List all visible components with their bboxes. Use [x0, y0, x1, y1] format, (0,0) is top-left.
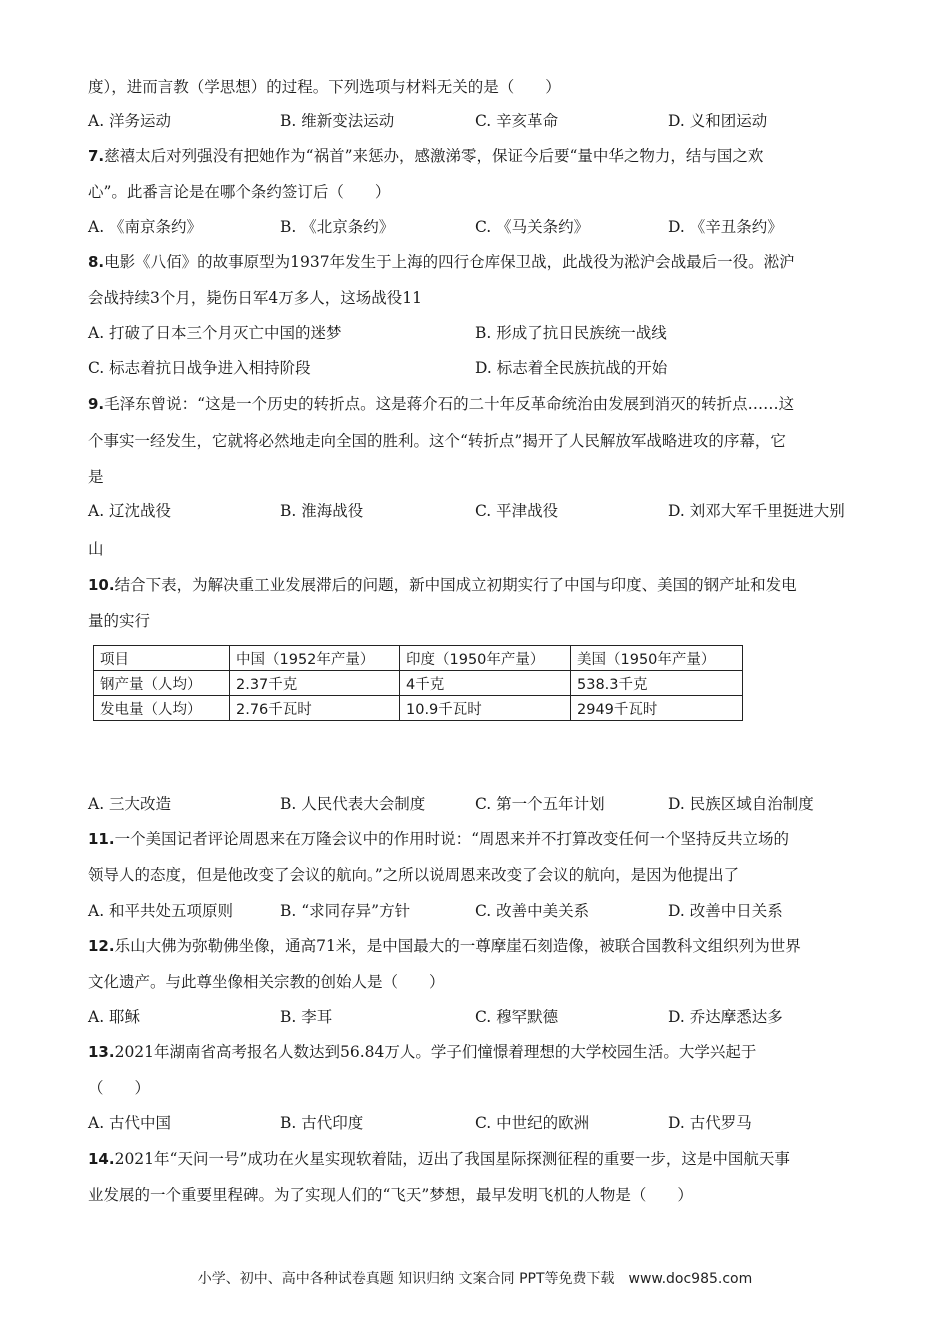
q7-option-b[interactable]: B. 《北京条约》: [280, 218, 395, 236]
q12-option-b[interactable]: B. 李耳: [280, 1008, 333, 1026]
q11-stem-line1: [88, 828, 789, 850]
table-cell: 538.3千克: [571, 671, 743, 696]
q8-stem-line2: 会战持续3个月，毙伤日军4万多人，这场战役11: [88, 289, 422, 307]
q10-options: [88, 793, 888, 815]
q9-stem-line1: [88, 393, 794, 415]
q13-stem-line2: （ ）: [88, 1079, 151, 1097]
table-header-cell: 美国（1950年产量）: [571, 646, 743, 671]
q8-number: 8.: [88, 253, 105, 271]
q10-option-b[interactable]: B. 人民代表大会制度: [280, 795, 426, 813]
q10-option-c[interactable]: C. 第一个五年计划: [475, 795, 605, 813]
q7-stem-text: 慈禧太后对列强没有把她作为“祸首”来惩办，感激涕零，保证今后要“量中华之物力，结与国之欢: [104, 147, 764, 165]
q7-stem-line1: [88, 145, 763, 167]
q6-stem: 度），进而言教（学思想）的过程。下列选项与材料无关的是（ ）: [88, 78, 561, 96]
q6-option-d[interactable]: D. 义和团运动: [668, 112, 768, 130]
q11-stem-text: 一个美国记者评论周恩来在万隆会议中的作用时说：“周恩来并不打算改变任何一个坚持反共立场的: [114, 830, 790, 848]
q9-option-d-wrap: 山: [88, 540, 104, 558]
q6-option-b[interactable]: B. 维新变法运动: [280, 112, 395, 130]
table-header-cell: 印度（1950年产量）: [400, 646, 571, 671]
q13-option-b[interactable]: B. 古代印度: [280, 1114, 364, 1132]
q13-option-a[interactable]: A. 古代中国: [88, 1114, 172, 1132]
q11-option-a[interactable]: A. 和平共处五项原则: [88, 902, 234, 920]
table-cell: 4千克: [400, 671, 571, 696]
table-cell: 2.76千瓦时: [230, 696, 400, 721]
q11-option-c[interactable]: C. 改善中美关系: [475, 902, 590, 920]
q10-number: 10.: [88, 576, 115, 594]
q13-stem-text: 2021年湖南省高考报名人数达到56.84万人。学子们憧憬着理想的大学校园生活。大学兴起于: [114, 1043, 757, 1061]
q14-stem-line2: 业发展的一个重要里程碑。为了实现人们的“飞天”梦想，最早发明飞机的人物是（ ）: [88, 1186, 693, 1204]
q8-option-b[interactable]: B. 形成了抗日民族统一战线: [475, 324, 667, 342]
q9-option-d[interactable]: D. 刘邓大军千里挺进大别: [668, 502, 845, 520]
q12-number: 12.: [88, 937, 115, 955]
q12-stem-text: 乐山大佛为弥勒佛坐像，通高71米，是中国最大的一尊摩崖石刻造像，被联合国教科文组织列为世界: [114, 937, 801, 955]
table-header-cell: 项目: [94, 646, 230, 671]
q11-option-d[interactable]: D. 改善中日关系: [668, 902, 783, 920]
q8-options-row1: [88, 322, 888, 344]
q10-stem-line2: 量的实行: [88, 612, 151, 630]
table-row: [94, 671, 743, 696]
q9-option-a[interactable]: A. 辽沈战役: [88, 502, 172, 520]
q9-option-c[interactable]: C. 平津战役: [475, 502, 559, 520]
q13-option-d[interactable]: D. 古代罗马: [668, 1114, 752, 1132]
q7-number: 7.: [88, 147, 105, 165]
q13-option-c[interactable]: C. 中世纪的欧洲: [475, 1114, 590, 1132]
table-header-row: [94, 646, 743, 671]
q12-option-d[interactable]: D. 乔达摩悉达多: [668, 1008, 783, 1026]
q12-stem-line2: 文化遗产。与此尊坐像相关宗教的创始人是（ ）: [88, 973, 445, 991]
q13-options: [88, 1112, 888, 1134]
table-cell: 10.9千瓦时: [400, 696, 571, 721]
q12-option-c[interactable]: C. 穆罕默德: [475, 1008, 559, 1026]
q12-options: [88, 1006, 888, 1028]
table-cell: 2.37千克: [230, 671, 400, 696]
q9-options: [88, 500, 888, 522]
q6-option-a[interactable]: A. 洋务运动: [88, 112, 172, 130]
table-cell: 发电量（人均）: [94, 696, 230, 721]
q10-option-a[interactable]: A. 三大改造: [88, 795, 172, 813]
q7-option-a[interactable]: A. 《南京条约》: [88, 218, 203, 236]
q8-stem-line1: [88, 251, 795, 273]
q12-stem-line1: [88, 935, 801, 957]
q14-stem-line1: [88, 1148, 790, 1170]
q6-options: [88, 110, 888, 132]
page-footer[interactable]: 小学、初中、高中各种试卷真题 知识归纳 文案合同 PPT等免费下载 www.doc985.com: [197, 1271, 753, 1287]
q13-number: 13.: [88, 1043, 115, 1061]
q6-option-c[interactable]: C. 辛亥革命: [475, 112, 559, 130]
table-row: [94, 696, 743, 721]
q7-options: [88, 216, 888, 238]
q9-stem-text: 毛泽东曾说：“这是一个历史的转折点。这是蒋介石的二十年反革命统治由发展到消灭的转折点……这: [104, 395, 795, 413]
q8-option-c[interactable]: C. 标志着抗日战争进入相持阶段: [88, 359, 311, 377]
table-cell: 钢产量（人均）: [94, 671, 230, 696]
q10-data-table: [93, 645, 743, 721]
q9-option-b[interactable]: B. 淮海战役: [280, 502, 364, 520]
q10-stem-line1: [88, 574, 797, 596]
q10-option-d[interactable]: D. 民族区域自治制度: [668, 795, 814, 813]
q7-option-d[interactable]: D. 《辛丑条约》: [668, 218, 783, 236]
q14-stem-text: 2021年“天问一号”成功在火星实现软着陆，迈出了我国星际探测征程的重要一步，这是中国航天事: [114, 1150, 790, 1168]
q11-options: [88, 900, 888, 922]
q11-number: 11.: [88, 830, 115, 848]
q9-stem-line3: 是: [88, 468, 104, 486]
q11-option-b[interactable]: B. “求同存异”方针: [280, 902, 411, 920]
table-header-cell: 中国（1952年产量）: [230, 646, 400, 671]
q7-stem-line2: 心”。此番言论是在哪个条约签订后（ ）: [88, 183, 391, 201]
q9-number: 9.: [88, 395, 105, 413]
q8-option-a[interactable]: A. 打破了日本三个月灭亡中国的迷梦: [88, 324, 342, 342]
table-cell: 2949千瓦时: [571, 696, 743, 721]
q9-stem-line2: 个事实一经发生，它就将必然地走向全国的胜利。这个“转折点”揭开了人民解放军战略进攻的序幕，它: [88, 432, 786, 450]
q10-stem-text: 结合下表，为解决重工业发展滞后的问题，新中国成立初期实行了中国与印度、美国的钢产址和发电: [114, 576, 797, 594]
q8-stem-text: 电影《八佰》的故事原型为1937年发生于上海的四行仓库保卫战，此战役为淞沪会战最后一役。淞沪: [104, 253, 795, 271]
q12-option-a[interactable]: A. 耶稣: [88, 1008, 141, 1026]
q8-options-row2: [88, 357, 888, 379]
q11-stem-line2: 领导人的态度，但是他改变了会议的航向。”之所以说周恩来改变了会议的航向，是因为他提出了: [88, 866, 740, 884]
q8-option-d[interactable]: D. 标志着全民族抗战的开始: [475, 359, 668, 377]
q7-option-c[interactable]: C. 《马关条约》: [475, 218, 590, 236]
q14-number: 14.: [88, 1150, 115, 1168]
q13-stem-line1: [88, 1041, 756, 1063]
